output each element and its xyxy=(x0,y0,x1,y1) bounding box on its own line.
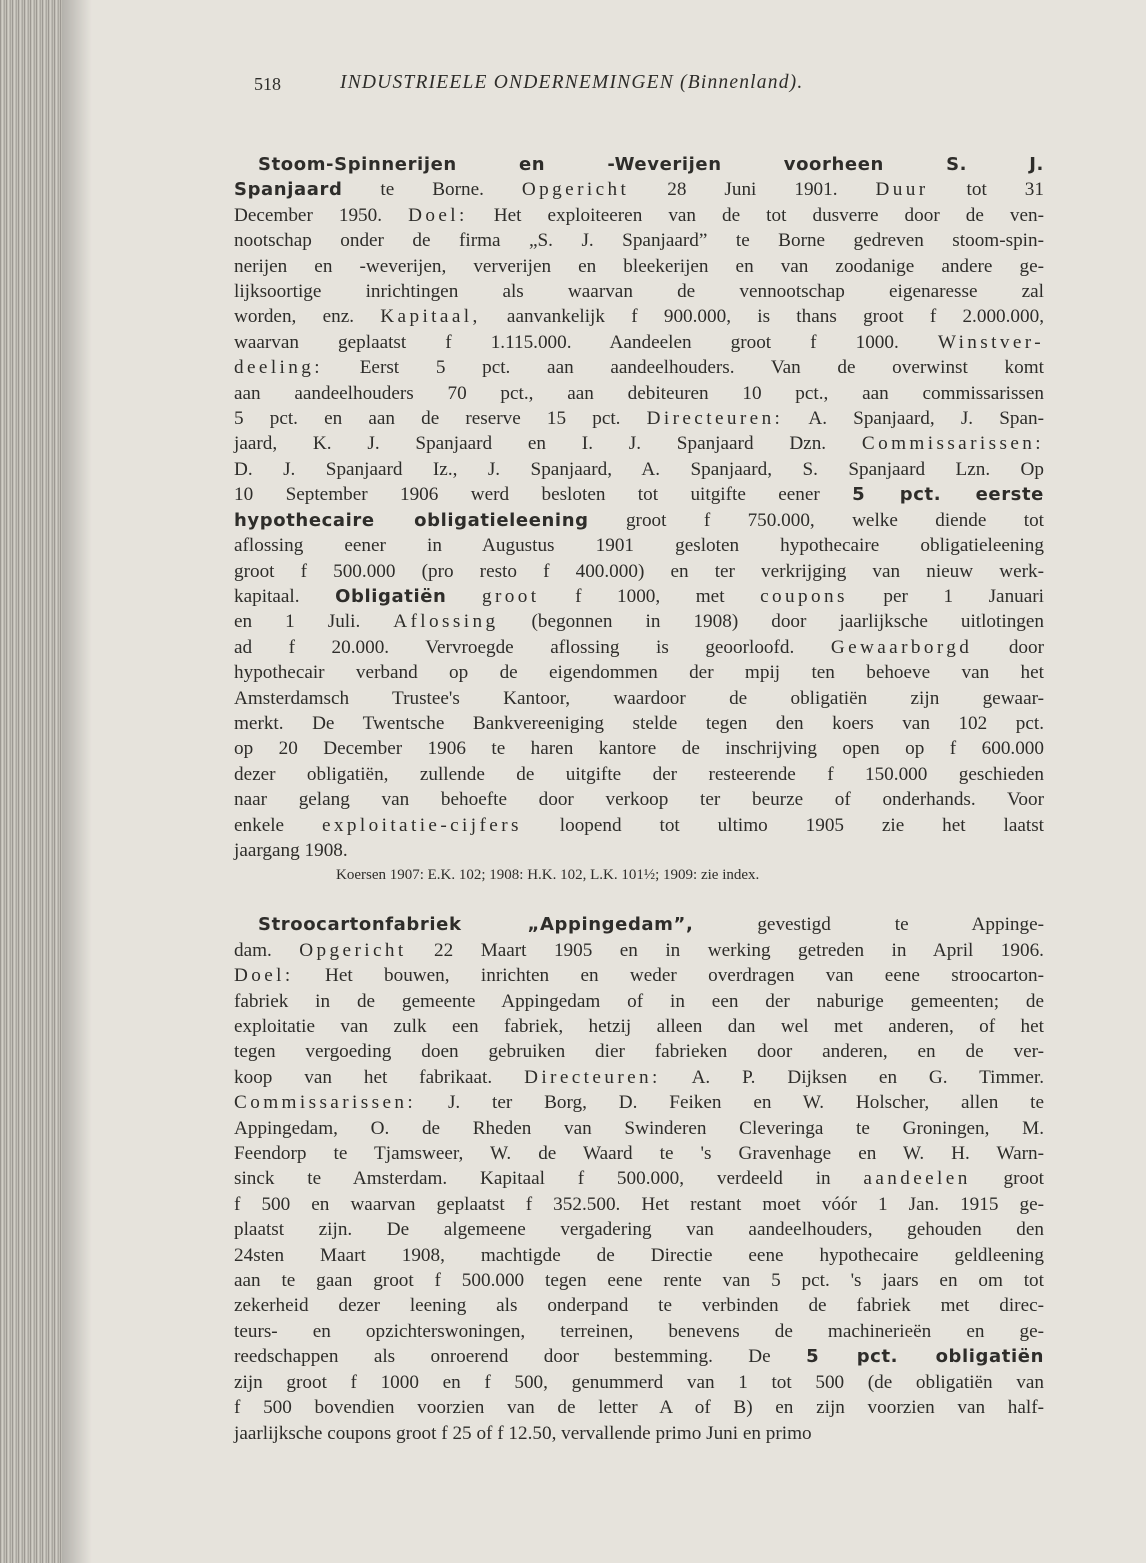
body-text: Feendorp te Tjamsweer, W. de Waard te 's Gravenhage en W. H. Warn- xyxy=(234,1143,1044,1165)
spaced-keyword: Commissarissen: xyxy=(234,1092,417,1114)
company-entry-stroocartonfabriek xyxy=(234,912,1044,1446)
text-line xyxy=(234,1090,1044,1115)
body-text: per 1 Januari xyxy=(847,585,1045,607)
spaced-keyword: Duur xyxy=(875,179,929,201)
body-text: f 500 bovendien voorzien van de letter A of B) en zijn voorzien van half- xyxy=(234,1397,1044,1419)
text-line xyxy=(234,1217,1044,1242)
body-text: kapitaal. xyxy=(234,585,336,607)
spaced-keyword: Winstver- xyxy=(937,331,1044,353)
page-number: 518 xyxy=(254,74,281,94)
body-text: hypothecair verband op de eigendommen der mpij ten behoeve van het xyxy=(234,662,1044,684)
text-line xyxy=(234,635,1044,660)
body-text: zekerheid dezer leening als onderpand te verbinden de fabriek met direc- xyxy=(234,1295,1044,1317)
text-line xyxy=(234,1370,1044,1395)
text-line xyxy=(234,912,1044,937)
text-line xyxy=(234,482,1044,507)
body-text: groot f 500.000 (pro resto f 400.000) en ter verkrijging van nieuw werk- xyxy=(234,560,1044,582)
body-text: exploitatie van zulk een fabriek, hetzij alleen dan wel met anderen, of het xyxy=(234,1016,1044,1037)
body-text: Eerst 5 pct. aan aandeelhouders. Van de overwinst komt xyxy=(323,357,1044,379)
text-line xyxy=(234,1344,1044,1369)
spaced-keyword: aandeelen xyxy=(863,1168,971,1190)
text-line xyxy=(234,406,1044,431)
body-text: naar gelang van behoefte door verkoop ter beurze of onderhands. Voor xyxy=(234,789,1044,811)
spaced-keyword: Kapitaal, xyxy=(380,306,481,328)
text-line xyxy=(234,1268,1044,1293)
body-text: 24sten Maart 1908, machtigde de Directie eene hypothecaire geldleening xyxy=(234,1244,1044,1266)
body-text: en 1 Juli. xyxy=(234,611,394,633)
body-text: zijn groot f 1000 en f 500, genummerd van 1 tot 500 (de obligatiën van xyxy=(234,1371,1044,1393)
spaced-keyword: Commissarissen: xyxy=(861,433,1044,455)
body-text: lijksoortige inrichtingen als waarvan de vennootschap eigenaresse zal xyxy=(234,281,1044,303)
text-line xyxy=(234,533,1044,558)
entry-body xyxy=(234,912,1044,1446)
text-line xyxy=(234,304,1044,329)
bold-heading-text: Stroocartonfabriek „Appingedam”, xyxy=(258,914,694,936)
text-line xyxy=(234,203,1044,228)
body-text: jaargang 1908. xyxy=(234,839,348,861)
text-line xyxy=(234,1243,1044,1268)
text-line xyxy=(234,686,1044,711)
body-text: merkt. De Twentsche Bankvereeniging stelde tegen den koers van 102 pct. xyxy=(234,712,1044,734)
text-line xyxy=(234,989,1044,1014)
text-line xyxy=(234,1014,1044,1039)
book-spine-edge xyxy=(0,0,62,1563)
gutter-shadow xyxy=(62,0,92,1563)
body-text: aan te gaan groot f 500.000 tegen eene rente van 5 pct. 's jaars en om tot xyxy=(234,1270,1044,1292)
body-text: gevestigd te Appinge- xyxy=(693,914,1044,936)
text-line xyxy=(234,1039,1044,1064)
text-line xyxy=(234,1065,1044,1090)
body-text: aanvankelijk f 900.000, is thans groot f 2.000.000, xyxy=(480,306,1045,328)
text-line xyxy=(234,813,1044,838)
body-text: tot 31 xyxy=(928,179,1044,201)
text-line xyxy=(234,330,1044,355)
text-line xyxy=(234,1319,1044,1344)
text-line xyxy=(234,508,1044,533)
body-text: 28 Juni 1901. xyxy=(629,179,876,201)
body-text: 5 pct. en aan de reserve 15 pct. xyxy=(234,408,647,430)
body-text: groot f 750.000, welke diende tot xyxy=(588,509,1045,531)
body-text: Het bouwen, inrichten en weder overdragen van eene stroocarton- xyxy=(293,965,1044,987)
body-text: A. Spanjaard, J. Span- xyxy=(783,408,1044,430)
spaced-keyword: Gewaarborgd xyxy=(830,636,973,658)
text-line xyxy=(234,1141,1044,1166)
body-text: f 500 en waarvan geplaatst f 352.500. Het restant moet vóór 1 Jan. 1915 ge- xyxy=(234,1193,1044,1215)
body-text xyxy=(446,586,482,607)
spaced-keyword: Directeuren: xyxy=(524,1066,661,1088)
bold-heading-text: Obligatiën xyxy=(335,585,447,607)
body-text: teurs- en opzichterswoningen, terreinen, benevens de machinerieën en ge- xyxy=(234,1320,1044,1342)
text-line xyxy=(234,787,1044,812)
spaced-keyword: exploitatie-cijfers xyxy=(321,814,522,836)
body-text: A. P. Dijksen en G. Timmer. xyxy=(660,1066,1044,1088)
body-text: Appingedam, O. de Rheden van Swinderen Cleveringa te Groningen, M. xyxy=(234,1117,1044,1139)
body-text: op 20 December 1906 te haren kantore de inschrijving open op f 600.000 xyxy=(234,738,1044,760)
text-line xyxy=(234,609,1044,634)
body-text: worden, enz. xyxy=(234,306,381,328)
text-line xyxy=(234,431,1044,456)
text-line xyxy=(234,559,1044,584)
running-title: INDUSTRIEELE ONDERNEMINGEN (Binnenland). xyxy=(340,72,804,93)
spaced-keyword: Aflossing xyxy=(393,611,499,633)
body-text: groot xyxy=(970,1168,1044,1190)
body-text: door xyxy=(972,636,1044,658)
body-text: tegen vergoeding doen gebruiken dier fabrieken door anderen, en de ver- xyxy=(234,1041,1044,1063)
text-line xyxy=(234,963,1044,988)
body-text: December 1950. xyxy=(234,204,409,226)
body-text: dam. xyxy=(234,939,300,961)
body-text: J. ter Borg, D. Feiken en W. Holscher, allen te xyxy=(416,1092,1044,1114)
page-header xyxy=(234,60,1044,100)
body-text: 22 Maart 1905 en in werking getreden in April 1906. xyxy=(406,939,1044,961)
text-line xyxy=(234,279,1044,304)
body-text: enkele xyxy=(234,814,322,836)
body-text: sinck te Amsterdam. Kapitaal f 500.000, verdeeld in xyxy=(234,1168,864,1190)
body-text: dezer obligatiën, zullende de uitgifte der resteerende f 150.000 geschieden xyxy=(234,763,1044,785)
bold-heading-text: hypothecaire obligatieleening xyxy=(234,509,589,531)
body-text: waarvan geplaatst f 1.115.000. Aandeelen groot f 1000. xyxy=(234,331,938,353)
text-line xyxy=(234,254,1044,279)
text-line xyxy=(234,711,1044,736)
body-text: aflossing eener in Augustus 1901 gesloten hypothecaire obligatieleening xyxy=(234,535,1044,557)
spaced-keyword: Directeuren: xyxy=(646,408,784,430)
bold-heading-text: Stoom-Spinnerijen en -Weverijen voorheen S. J. xyxy=(258,154,1044,175)
company-entry-stoom-spinnerijen xyxy=(234,152,1044,885)
body-text: loopend tot ultimo 1905 zie het laatst xyxy=(521,814,1044,836)
body-text: jaarlijksche coupons groot f 25 of f 12.50, vervallende primo Juni en primo xyxy=(234,1422,812,1444)
text-line xyxy=(234,938,1044,963)
bold-heading-text: Spanjaard xyxy=(234,179,343,201)
text-line xyxy=(234,584,1044,609)
spaced-keyword: groot xyxy=(482,585,540,607)
body-text: 10 September 1906 werd besloten tot uitgifte eener xyxy=(234,484,853,506)
body-text: reedschappen als onroerend door bestemming. De xyxy=(234,1346,807,1368)
text-line xyxy=(234,457,1044,482)
spaced-keyword: deeling: xyxy=(234,357,324,379)
text-line xyxy=(234,1395,1044,1420)
body-text: nootschap onder de firma „S. J. Spanjaard” te Borne gedreven stoom-spin- xyxy=(234,230,1044,252)
text-line xyxy=(234,381,1044,406)
body-text: aan aandeelhouders 70 pct., aan debiteuren 10 pct., aan commissarissen xyxy=(234,382,1044,404)
body-text: jaard, K. J. Spanjaard en I. J. Spanjaard Dzn. xyxy=(234,433,862,455)
text-line xyxy=(234,838,1044,863)
body-text: Het exploiteeren van de tot dusverre door de ven- xyxy=(467,204,1044,226)
koersen-line: Koersen 1907: E.K. 102; 1908: H.K. 102, L.K. 101½; 1909: zie index. xyxy=(336,867,760,884)
text-line xyxy=(234,228,1044,253)
body-text: plaatst zijn. De algemeene vergadering van aandeelhouders, gehouden den xyxy=(234,1219,1044,1241)
body-text: D. J. Spanjaard Iz., J. Spanjaard, A. Spanjaard, S. Spanjaard Lzn. Op xyxy=(234,458,1044,480)
body-text: (begonnen in 1908) door jaarlijksche uitlotingen xyxy=(498,611,1044,633)
spaced-keyword: Doel: xyxy=(408,204,468,226)
scanned-page xyxy=(234,60,1044,1446)
text-line xyxy=(234,355,1044,380)
text-line xyxy=(234,762,1044,787)
body-text: te Borne. xyxy=(342,179,522,201)
bold-heading-text: 5 pct. obligatiën xyxy=(806,1346,1044,1368)
text-line xyxy=(234,177,1044,202)
text-line xyxy=(234,1293,1044,1318)
entry-body xyxy=(234,152,1044,863)
text-line xyxy=(234,1192,1044,1217)
body-text: fabriek in de gemeente Appingedam of in een der naburige gemeenten; de xyxy=(234,990,1044,1012)
body-text: f 1000, met xyxy=(539,585,761,607)
spaced-keyword: coupons xyxy=(760,585,848,607)
text-line xyxy=(234,152,1044,177)
bold-heading-text: 5 pct. eerste xyxy=(852,484,1044,506)
text-line xyxy=(234,660,1044,685)
body-text: Amsterdamsch Trustee's Kantoor, waardoor de obligatiën zijn gewaar- xyxy=(234,687,1044,709)
spaced-keyword: Opgericht xyxy=(521,179,630,201)
body-text: ad f 20.000. Vervroegde aflossing is geoorloofd. xyxy=(234,636,831,658)
body-text: nerijen en -weverijen, ververijen en bleekerijen en van zoodanige andere ge- xyxy=(234,255,1044,277)
text-line xyxy=(234,1166,1044,1191)
body-text: koop van het fabrikaat. xyxy=(234,1066,525,1088)
text-line xyxy=(234,1421,1044,1446)
spaced-keyword: Opgericht xyxy=(299,939,407,961)
text-line xyxy=(234,736,1044,761)
text-line xyxy=(234,1116,1044,1141)
spaced-keyword: Doel: xyxy=(234,965,294,987)
